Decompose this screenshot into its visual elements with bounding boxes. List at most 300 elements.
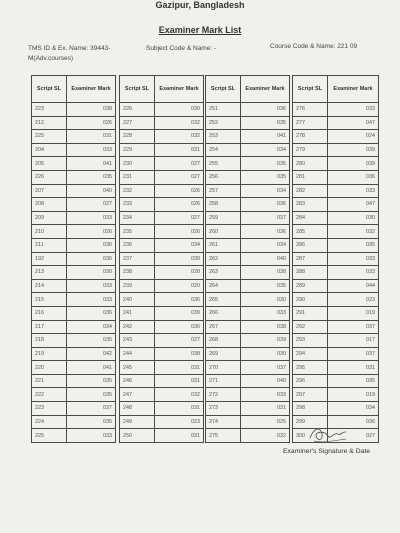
script-sl-cell: 259 (206, 211, 241, 225)
script-sl-cell: 273 (206, 402, 241, 416)
script-sl-cell: 258 (206, 198, 241, 212)
examiner-mark-cell: 039 (241, 334, 290, 348)
examiner-mark-cell: 031 (67, 130, 116, 144)
examiner-mark-cell: 040 (241, 374, 290, 388)
mark-table-3 (205, 75, 290, 443)
table-row (32, 320, 116, 334)
examiner-mark-cell: 030 (155, 103, 204, 117)
examiner-mark-cell: 031 (155, 402, 204, 416)
table-row (120, 334, 204, 348)
mark-table-2 (119, 75, 204, 443)
examiner-mark-cell: 033 (67, 143, 116, 157)
table-header-row (32, 76, 116, 103)
table-row (120, 252, 204, 266)
table-row (32, 374, 116, 388)
table-row (293, 320, 379, 334)
table-row (206, 211, 290, 225)
examiner-mark-cell: 037 (67, 402, 116, 416)
table-row (293, 211, 379, 225)
table-row (206, 334, 290, 348)
table-row (206, 157, 290, 171)
script-sl-cell: 251 (206, 103, 241, 117)
script-sl-cell: 237 (120, 252, 155, 266)
script-sl-cell: 295 (293, 361, 328, 375)
column-header-examiner-mark: Examiner Mark (155, 76, 204, 103)
script-sl-cell: 261 (206, 238, 241, 252)
table-row (120, 320, 204, 334)
table-row (32, 211, 116, 225)
examiner-mark-cell: 034 (241, 143, 290, 157)
table-row (32, 306, 116, 320)
script-sl-cell: 214 (32, 279, 67, 293)
page-title: Examiner Mark List (158, 25, 242, 35)
script-sl-cell: 271 (206, 374, 241, 388)
script-sl-cell: 241 (120, 306, 155, 320)
script-sl-cell: 249 (120, 415, 155, 429)
examiner-mark-cell: 024 (328, 130, 379, 144)
examiner-mark-cell: 027 (155, 157, 204, 171)
examiner-mark-cell: 047 (328, 116, 379, 130)
table-row (120, 306, 204, 320)
table-row (206, 429, 290, 443)
examiner-mark-cell: 036 (328, 415, 379, 429)
examiner-mark-cell: 033 (67, 211, 116, 225)
script-sl-cell: 277 (293, 116, 328, 130)
script-sl-cell: 287 (293, 252, 328, 266)
table-row (32, 361, 116, 375)
script-sl-cell: 254 (206, 143, 241, 157)
examiner-mark-cell: 019 (328, 306, 379, 320)
table-row (32, 279, 116, 293)
examiner-mark-cell: 034 (67, 320, 116, 334)
examiner-mark-cell: 031 (155, 361, 204, 375)
table-row (293, 130, 379, 144)
examiner-mark-cell: 044 (328, 279, 379, 293)
examiner-mark-cell: 023 (328, 293, 379, 307)
examiner-mark-cell: 027 (155, 170, 204, 184)
table-row (120, 238, 204, 252)
examiner-mark-cell: 031 (155, 143, 204, 157)
examiner-mark-cell: 036 (241, 103, 290, 117)
table-row (120, 103, 204, 117)
script-sl-cell: 212 (32, 116, 67, 130)
table-row (293, 388, 379, 402)
script-sl-cell: 234 (120, 211, 155, 225)
table-row (32, 116, 116, 130)
table-row (120, 225, 204, 239)
script-sl-cell: 204 (32, 143, 67, 157)
examiner-mark-cell: 034 (241, 184, 290, 198)
script-sl-cell: 205 (32, 157, 67, 171)
script-sl-cell: 266 (206, 306, 241, 320)
table-row (120, 143, 204, 157)
script-sl-cell: 263 (206, 266, 241, 280)
examiner-mark-cell: 033 (67, 429, 116, 443)
examiner-mark-cell: 030 (241, 347, 290, 361)
examiner-mark-cell: 032 (155, 130, 204, 144)
examiner-mark-cell: 041 (241, 130, 290, 144)
table-row (120, 130, 204, 144)
table-row (293, 361, 379, 375)
table-row (120, 361, 204, 375)
script-sl-cell: 255 (206, 157, 241, 171)
examiner-mark-cell: 039 (155, 306, 204, 320)
examiner-mark-cell: 035 (328, 238, 379, 252)
script-sl-cell: 208 (32, 198, 67, 212)
script-sl-cell: 243 (120, 334, 155, 348)
table-row (32, 170, 116, 184)
column-header-script-sl: Script SL (120, 76, 155, 103)
script-sl-cell: 210 (32, 225, 67, 239)
table-row (206, 266, 290, 280)
script-sl-cell: 265 (206, 293, 241, 307)
table-row (206, 252, 290, 266)
examiner-mark-cell: 036 (155, 320, 204, 334)
examiner-mark-cell: 031 (155, 374, 204, 388)
examiner-mark-cell: 033 (328, 266, 379, 280)
table-row (120, 429, 204, 443)
column-header-examiner-mark: Examiner Mark (67, 76, 116, 103)
location-heading: Gazipur, Bangladesh (155, 0, 245, 10)
table-row (206, 116, 290, 130)
table-row (120, 211, 204, 225)
examiner-mark-cell: 047 (328, 198, 379, 212)
examiner-mark-cell: 036 (241, 198, 290, 212)
script-sl-cell: 220 (32, 361, 67, 375)
table-row (120, 293, 204, 307)
table-row (293, 157, 379, 171)
examiner-mark-cell: 032 (328, 225, 379, 239)
examiner-mark-cell: 037 (241, 211, 290, 225)
examiner-mark-cell: 039 (328, 143, 379, 157)
table-row (32, 429, 116, 443)
examiner-mark-cell: 035 (241, 170, 290, 184)
table-row (206, 374, 290, 388)
examiner-mark-cell: 038 (155, 347, 204, 361)
examiner-mark-cell: 036 (67, 238, 116, 252)
script-sl-cell: 192 (32, 252, 67, 266)
table-row (293, 143, 379, 157)
script-sl-cell: 225 (32, 130, 67, 144)
column-header-examiner-mark: Examiner Mark (241, 76, 290, 103)
examiner-mark-cell: 036 (155, 293, 204, 307)
table-row (32, 266, 116, 280)
script-sl-cell: 238 (120, 266, 155, 280)
examiner-mark-cell: 017 (328, 334, 379, 348)
script-sl-cell: 267 (206, 320, 241, 334)
table-row (293, 225, 379, 239)
table-row (206, 415, 290, 429)
script-sl-cell: 290 (293, 293, 328, 307)
examiner-mark-cell: 026 (155, 225, 204, 239)
script-sl-cell: 284 (293, 211, 328, 225)
script-sl-cell: 257 (206, 184, 241, 198)
script-sl-cell: 299 (293, 415, 328, 429)
script-sl-cell: 272 (206, 388, 241, 402)
table-row (293, 334, 379, 348)
examiner-mark-cell: 038 (241, 266, 290, 280)
table-row (32, 334, 116, 348)
examiner-mark-cell: 038 (241, 320, 290, 334)
script-sl-cell: 253 (206, 130, 241, 144)
examiner-mark-cell: 031 (241, 402, 290, 416)
table-row (206, 347, 290, 361)
table-row (293, 279, 379, 293)
examiner-mark-cell: 039 (328, 157, 379, 171)
examiner-mark-cell: 034 (328, 402, 379, 416)
table-row (120, 157, 204, 171)
script-sl-cell: 281 (293, 170, 328, 184)
table-row (120, 347, 204, 361)
examiner-mark-cell: 035 (67, 374, 116, 388)
examiner-mark-cell: 033 (241, 306, 290, 320)
script-sl-cell: 209 (32, 211, 67, 225)
script-sl-cell: 218 (32, 334, 67, 348)
script-sl-cell: 229 (120, 143, 155, 157)
script-sl-cell: 221 (32, 374, 67, 388)
script-sl-cell: 300 (293, 429, 328, 443)
examiner-mark-cell: 032 (155, 388, 204, 402)
script-sl-cell: 232 (120, 184, 155, 198)
script-sl-cell: 216 (32, 306, 67, 320)
script-sl-cell: 226 (32, 170, 67, 184)
examiner-mark-cell: 031 (155, 429, 204, 443)
table-row (206, 130, 290, 144)
table-header-row (206, 76, 290, 103)
table-row (293, 198, 379, 212)
script-sl-cell: 288 (293, 266, 328, 280)
examiner-mark-cell: 035 (67, 334, 116, 348)
examiner-mark-cell: 035 (67, 170, 116, 184)
script-sl-cell: 262 (206, 252, 241, 266)
table-row (32, 347, 116, 361)
examiner-mark-cell: 032 (241, 429, 290, 443)
script-sl-cell: 219 (32, 347, 67, 361)
table-header-row (293, 76, 379, 103)
script-sl-cell: 292 (293, 320, 328, 334)
examiner-mark-cell: 026 (155, 198, 204, 212)
examiner-mark-cell: 027 (67, 198, 116, 212)
examiner-mark-cell: 042 (67, 347, 116, 361)
script-sl-cell: 246 (120, 374, 155, 388)
script-sl-cell: 278 (293, 130, 328, 144)
examiner-mark-cell: 036 (67, 306, 116, 320)
examiner-mark-cell: 037 (328, 320, 379, 334)
examiner-mark-cell: 033 (67, 279, 116, 293)
script-sl-cell: 274 (206, 415, 241, 429)
table-row (206, 103, 290, 117)
table-row (293, 116, 379, 130)
table-row (206, 225, 290, 239)
examiner-mark-cell: 027 (328, 429, 379, 443)
examiner-mark-cell: 041 (67, 361, 116, 375)
examiner-mark-cell: 033 (67, 293, 116, 307)
script-sl-cell: 244 (120, 347, 155, 361)
examiner-mark-cell: 026 (67, 225, 116, 239)
table-row (120, 184, 204, 198)
script-sl-cell: 239 (120, 279, 155, 293)
table-row (32, 238, 116, 252)
script-sl-cell: 283 (293, 198, 328, 212)
script-sl-cell: 247 (120, 388, 155, 402)
script-sl-cell: 260 (206, 225, 241, 239)
table-row (206, 184, 290, 198)
script-sl-cell: 275 (206, 429, 241, 443)
table-row (206, 293, 290, 307)
script-sl-cell: 235 (120, 225, 155, 239)
script-sl-cell: 268 (206, 334, 241, 348)
script-sl-cell: 211 (32, 238, 67, 252)
script-sl-cell: 296 (293, 374, 328, 388)
script-sl-cell: 207 (32, 184, 67, 198)
table-row (120, 388, 204, 402)
examiner-mark-cell: 027 (155, 334, 204, 348)
script-sl-cell: 231 (120, 170, 155, 184)
table-row (32, 130, 116, 144)
table-row (206, 320, 290, 334)
subject-code: Subject Code & Name: - (146, 45, 217, 52)
table-row (32, 293, 116, 307)
column-header-script-sl: Script SL (206, 76, 241, 103)
table-row (32, 157, 116, 171)
table-row (293, 252, 379, 266)
examiner-mark-cell: 026 (155, 184, 204, 198)
table-row (32, 415, 116, 429)
table-row (32, 225, 116, 239)
table-row (293, 103, 379, 117)
script-sl-cell: 224 (32, 415, 67, 429)
signature-scribble (306, 422, 352, 446)
script-sl-cell: 226 (120, 103, 155, 117)
examiner-mark-cell: 035 (241, 279, 290, 293)
script-sl-cell: 236 (120, 238, 155, 252)
examiner-mark-cell: 035 (328, 374, 379, 388)
table-row (32, 402, 116, 416)
examiner-mark-cell: 035 (67, 415, 116, 429)
column-header-script-sl: Script SL (32, 76, 67, 103)
table-row (206, 198, 290, 212)
column-header-script-sl: Script SL (293, 76, 328, 103)
script-sl-cell: 217 (32, 320, 67, 334)
examiner-mark-cell: 037 (241, 361, 290, 375)
script-sl-cell: 298 (293, 402, 328, 416)
examiner-mark-cell: 039 (155, 252, 204, 266)
table-row (293, 184, 379, 198)
script-sl-cell: 228 (120, 130, 155, 144)
examiner-mark-cell: 040 (67, 184, 116, 198)
examiner-mark-cell: 030 (241, 293, 290, 307)
script-sl-cell: 242 (120, 320, 155, 334)
table-row (206, 143, 290, 157)
script-sl-cell: 294 (293, 347, 328, 361)
table-row (293, 170, 379, 184)
examiner-mark-cell: 033 (328, 252, 379, 266)
mark-table-1 (31, 75, 116, 443)
column-header-examiner-mark: Examiner Mark (328, 76, 379, 103)
table-row (120, 266, 204, 280)
script-sl-cell: 245 (120, 361, 155, 375)
table-row (120, 170, 204, 184)
script-sl-cell: 293 (293, 334, 328, 348)
table-row (293, 374, 379, 388)
script-sl-cell: 250 (120, 429, 155, 443)
exam-id-line2: M(Adv.courses) (28, 55, 74, 62)
script-sl-cell: 286 (293, 238, 328, 252)
examiner-mark-cell: 025 (241, 415, 290, 429)
script-sl-cell: 223 (32, 103, 67, 117)
examiner-mark-cell: 030 (67, 266, 116, 280)
examiner-mark-cell: 023 (155, 415, 204, 429)
table-row (120, 198, 204, 212)
table-row (120, 415, 204, 429)
script-sl-cell: 297 (293, 388, 328, 402)
table-row (206, 279, 290, 293)
examiner-mark-cell: 033 (328, 103, 379, 117)
examiner-mark-cell: 033 (328, 184, 379, 198)
examiner-mark-cell: 035 (67, 388, 116, 402)
examiner-mark-cell: 041 (67, 157, 116, 171)
table-row (206, 388, 290, 402)
table-row (206, 238, 290, 252)
script-sl-cell: 279 (293, 143, 328, 157)
table-row (293, 238, 379, 252)
examiner-mark-cell: 031 (328, 361, 379, 375)
examiner-mark-cell: 037 (328, 347, 379, 361)
script-sl-cell: 289 (293, 279, 328, 293)
examiner-mark-cell: 026 (67, 116, 116, 130)
script-sl-cell: 230 (120, 157, 155, 171)
table-row (206, 170, 290, 184)
examiner-mark-cell: 038 (67, 103, 116, 117)
script-sl-cell: 285 (293, 225, 328, 239)
script-sl-cell: 233 (120, 198, 155, 212)
course-code: Course Code & Name: 221 09 (270, 43, 358, 50)
examiner-mark-cell: 035 (241, 157, 290, 171)
script-sl-cell: 213 (32, 266, 67, 280)
script-sl-cell: 270 (206, 361, 241, 375)
examiner-mark-cell: 033 (241, 388, 290, 402)
script-sl-cell: 276 (293, 103, 328, 117)
table-row (32, 103, 116, 117)
table-row (293, 266, 379, 280)
table-row (32, 252, 116, 266)
examiner-mark-cell: 030 (328, 211, 379, 225)
script-sl-cell: 215 (32, 293, 67, 307)
table-row (32, 184, 116, 198)
script-sl-cell: 282 (293, 184, 328, 198)
examiner-mark-cell: 036 (67, 252, 116, 266)
script-sl-cell: 223 (32, 402, 67, 416)
examiner-mark-cell: 036 (328, 170, 379, 184)
examiner-mark-cell: 034 (241, 238, 290, 252)
examiner-mark-cell: 027 (155, 211, 204, 225)
script-sl-cell: 252 (206, 116, 241, 130)
table-row (206, 361, 290, 375)
script-sl-cell: 225 (32, 429, 67, 443)
script-sl-cell: 248 (120, 402, 155, 416)
script-sl-cell: 240 (120, 293, 155, 307)
mark-table-4 (292, 75, 379, 443)
table-header-row (120, 76, 204, 103)
table-row (120, 374, 204, 388)
table-row (120, 402, 204, 416)
examiner-mark-cell: 040 (241, 252, 290, 266)
table-row (293, 347, 379, 361)
examiner-mark-cell: 028 (155, 266, 204, 280)
exam-id-line1: TMS ID & Ex. Name: 39443- (28, 45, 111, 52)
script-sl-cell: 280 (293, 157, 328, 171)
table-row (206, 402, 290, 416)
